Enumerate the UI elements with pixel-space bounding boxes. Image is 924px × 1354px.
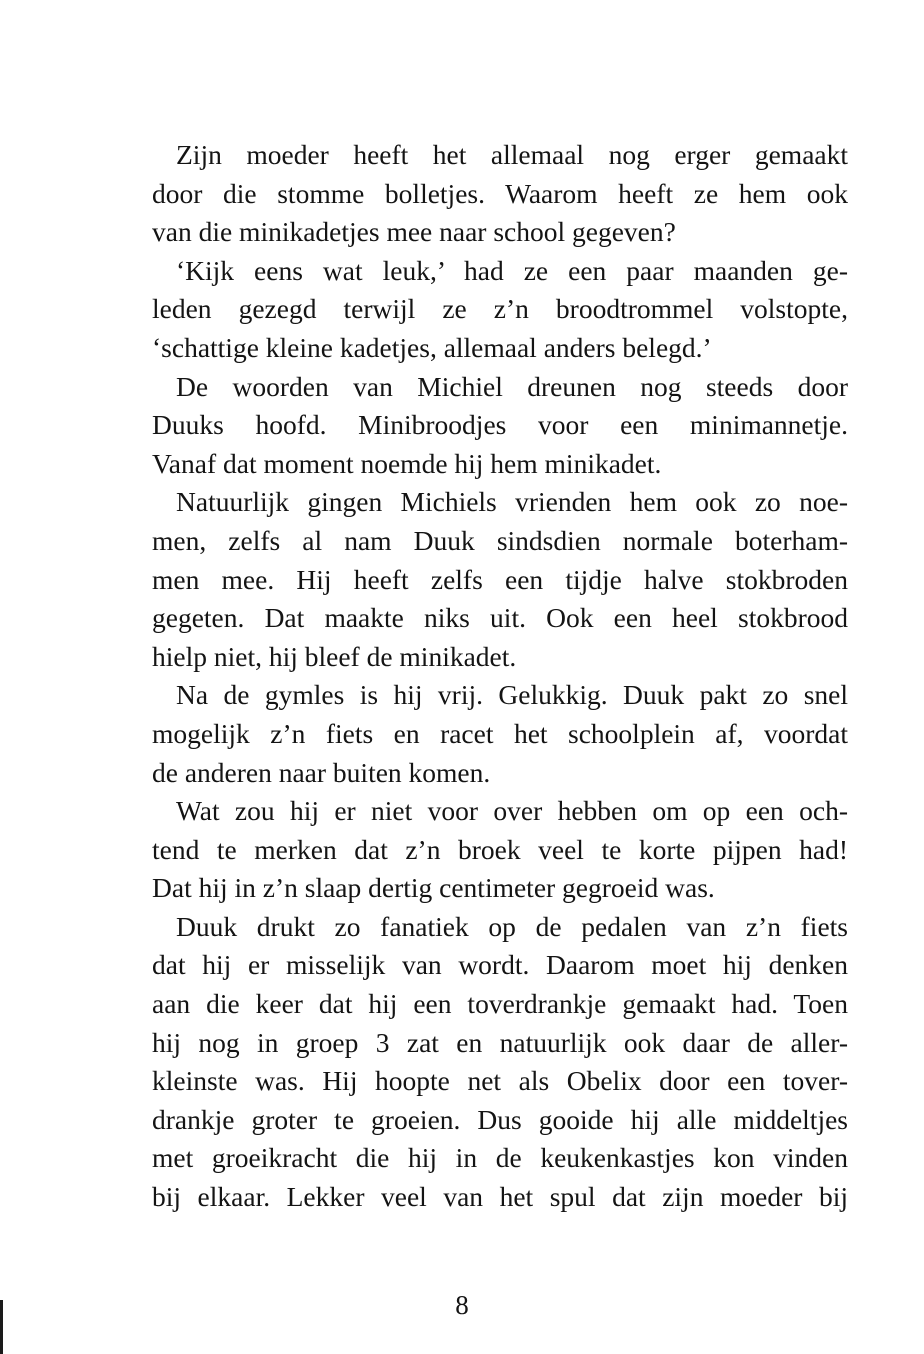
text-line: door die stomme bolletjes. Waarom heeft ze hem ook xyxy=(152,177,848,209)
text-line: van die minikadetjes mee naar school gegeven? xyxy=(152,216,676,248)
paragraph xyxy=(152,368,848,484)
text-line: hij nog in groep 3 zat en natuurlijk ook daar de aller- xyxy=(152,1026,848,1058)
text-line: Dat hij in z’n slaap dertig centimeter gegroeid was. xyxy=(152,872,715,904)
text-line: kleinste was. Hij hoopte net als Obelix door een tover- xyxy=(152,1065,848,1097)
paragraph xyxy=(152,136,848,252)
text-line: drankje groter te groeien. Dus gooide hij alle middeltjes xyxy=(152,1103,848,1135)
text-line: De woorden van Michiel dreunen nog steeds door xyxy=(176,370,848,402)
page-number: 8 xyxy=(455,1290,469,1320)
paragraph xyxy=(152,792,848,908)
binding-edge xyxy=(0,1300,3,1354)
text-line: Vanaf dat moment noemde hij hem minikadet. xyxy=(152,447,662,479)
paragraph xyxy=(152,483,848,676)
text-line: leden gezegd terwijl ze z’n broodtrommel volstopte, xyxy=(152,293,848,325)
text-line: tend te merken dat z’n broek veel te korte pijpen had! xyxy=(152,833,848,865)
paragraph xyxy=(152,676,848,792)
text-line: hielp niet, hij bleef de minikadet. xyxy=(152,640,517,672)
text-line: Na de gymles is hij vrij. Gelukkig. Duuk pakt zo snel xyxy=(176,679,848,711)
text-line: ‘schattige kleine kadetjes, allemaal anders belegd.’ xyxy=(152,331,712,363)
paragraph xyxy=(152,908,848,1217)
text-line: Duuk drukt zo fanatiek op de pedalen van z’n fiets xyxy=(176,910,848,942)
paragraph xyxy=(152,252,848,368)
text-line: men mee. Hij heeft zelfs een tijdje halve stokbroden xyxy=(152,563,848,595)
text-line: men, zelfs al nam Duuk sindsdien normale boterham- xyxy=(152,524,848,556)
text-line: bij elkaar. Lekker veel van het spul dat zijn moeder bij xyxy=(152,1181,848,1213)
text-line: Natuurlijk gingen Michiels vrienden hem ook zo noe- xyxy=(176,486,848,518)
text-line: aan die keer dat hij een toverdrankje gemaakt had. Toen xyxy=(152,988,848,1020)
text-line: gegeten. Dat maakte niks uit. Ook een heel stokbrood xyxy=(152,602,848,634)
text-line: ‘Kijk eens wat leuk,’ had ze een paar maanden ge- xyxy=(176,254,848,286)
text-line: met groeikracht die hij in de keukenkastjes kon vinden xyxy=(152,1142,848,1174)
text-line: de anderen naar buiten komen. xyxy=(152,756,491,788)
text-line: dat hij er misselijk van wordt. Daarom moet hij denken xyxy=(152,949,848,981)
text-line: Wat zou hij er niet voor over hebben om op een och- xyxy=(176,795,848,827)
text-line: Zijn moeder heeft het allemaal nog erger gemaakt xyxy=(176,139,848,170)
text-line: Duuks hoofd. Minibroodjes voor een minimannetje. xyxy=(152,409,848,441)
body-text xyxy=(152,136,848,1217)
text-line: mogelijk z’n fiets en racet het schoolplein af, voordat xyxy=(152,717,848,749)
